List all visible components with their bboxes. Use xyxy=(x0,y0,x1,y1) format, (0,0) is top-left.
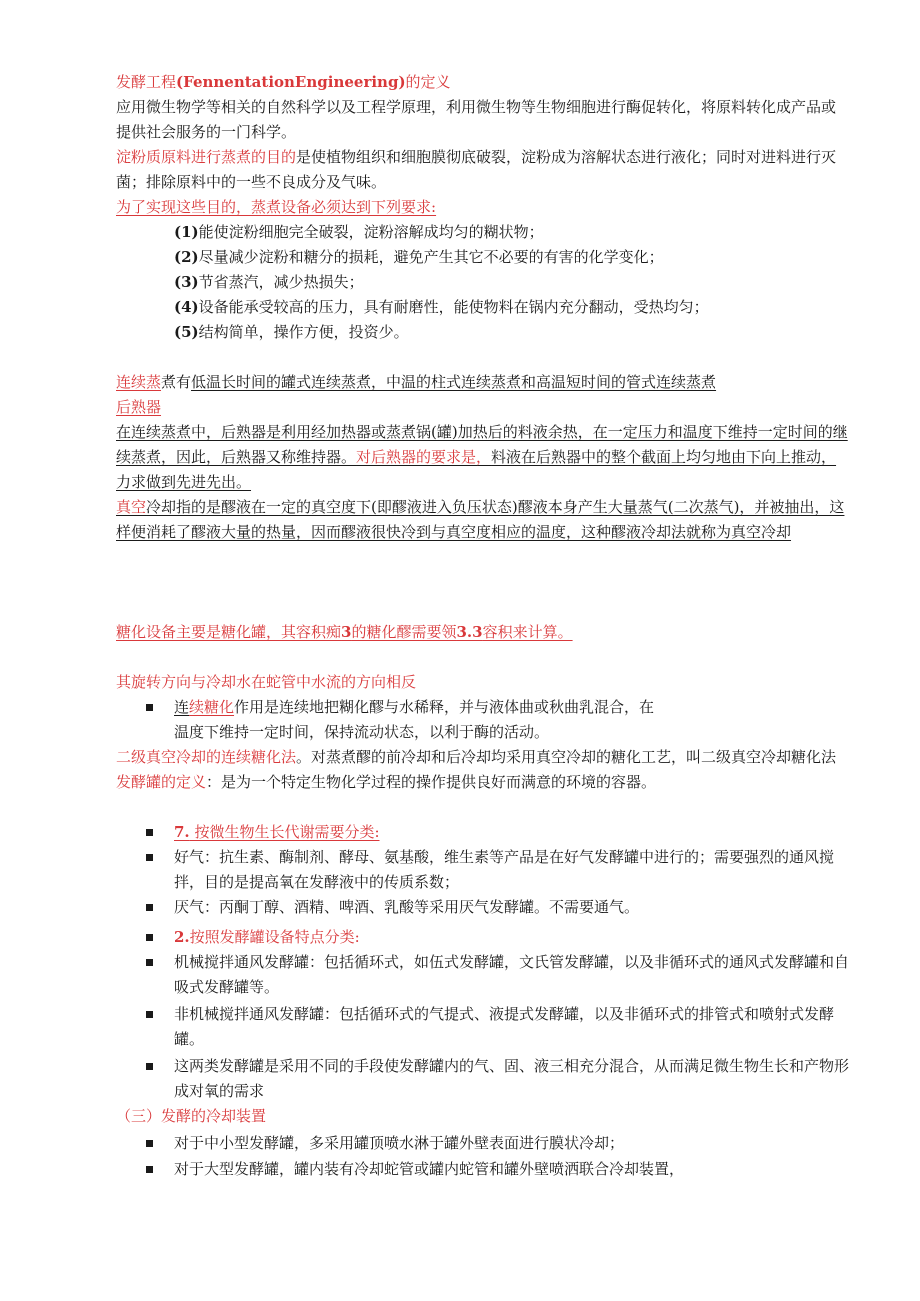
bullet-text: 这两类发酵罐是采用不同的手段使发酵罐内的气、固、液三相充分混合，从而满足微生物生长和产物形成对氧的需求 xyxy=(174,1057,850,1100)
two-stage-text: 。对蒸煮醪的前冷却和后冷却均采用真空冷却的糖化工艺，叫二级真空冷却糖化法 xyxy=(296,748,837,766)
cooling-device-heading: （三）发酵的冷却装置 xyxy=(116,1107,267,1125)
requirement-number: (4) xyxy=(174,298,199,316)
saccharification-value-b: 3.3 xyxy=(456,623,483,641)
bullet-red-term: 续糖化 xyxy=(189,698,235,716)
cooking-purpose-paragraph xyxy=(116,145,848,195)
continuous-cooking-types: 低温长时间的罐式连续蒸煮，中温的柱式连续蒸煮和高温短时间的管式连续蒸煮 xyxy=(191,373,717,391)
requirement-item xyxy=(174,220,854,245)
bullet-text xyxy=(174,820,854,845)
bullet-square-icon xyxy=(146,1063,153,1070)
bullet-square-icon xyxy=(146,1011,153,1018)
fermenter-definition-label: 发酵罐的定义 xyxy=(116,773,207,791)
bullet-square-icon xyxy=(146,1140,153,1147)
bullet-heading-text: 按微生物生长代谢需要分类: xyxy=(189,823,380,841)
bullet-underlined-char: 连 xyxy=(174,698,190,716)
cooking-requirements-heading: 为了实现这些目的，蒸煮设备必须达到下列要求: xyxy=(116,198,437,216)
requirement-text: 能使淀粉细胞完全破裂，淀粉溶解成均匀的糊状物； xyxy=(198,223,544,241)
vacuum-cooling-text: 冷却指的是醪液在一定的真空度下(即醪液进入负压状态)醪液本身产生大量蒸气(二次蒸气)，并被抽出，这样便消耗了醪液大量的热量，因而醪液很快冷到与真空度相应的温度，这种醪液冷却法就称为真空冷却 xyxy=(116,498,845,541)
vacuum-cooling-paragraph xyxy=(116,495,848,545)
requirement-text: 结构简单，操作方便，投资少。 xyxy=(198,323,409,341)
two-stage-label: 二级真空冷却的连续糖化法 xyxy=(116,748,297,766)
bullet-text xyxy=(174,695,854,745)
continuous-cooking-label: 连续蒸 xyxy=(116,373,162,391)
requirement-item xyxy=(174,320,854,345)
rotation-direction-line: 其旋转方向与冷却水在蛇管中水流的方向相反 xyxy=(116,673,417,691)
saccharification-text-b: 的糖化醪需要领 xyxy=(351,623,457,641)
after-ripener-text: 在连续蒸煮中，后熟器是利用经加热器或蒸煮锅(罐)加热后的料液余热，在一定压力和温度下维持一定时间的继续蒸煮，因此，后熟器又称维持器。 xyxy=(116,423,848,466)
bullet-square-icon xyxy=(146,829,153,836)
bullet-square-icon xyxy=(146,934,153,941)
bullet-text: 对于中小型发酵罐，多采用罐顶喷水淋于罐外壁表面进行膜状冷却； xyxy=(174,1134,625,1152)
bullet-text xyxy=(174,925,854,950)
requirement-text: 尽量减少淀粉和糖分的损耗，避免产生其它不必要的有害的化学变化； xyxy=(198,248,664,266)
cooking-purpose-label: 淀粉质原料进行蒸煮的目的 xyxy=(116,148,297,166)
requirement-number: (2) xyxy=(174,248,199,266)
bullet-text: 非机械搅拌通风发酵罐：包括循环式的气提式、液提式发酵罐，以及非循环式的排管式和喷射式发酵罐。 xyxy=(174,1005,835,1048)
bullet-square-icon xyxy=(146,1166,153,1173)
heading-english: (FennentationEngineering) xyxy=(176,73,406,91)
requirement-item xyxy=(174,295,854,320)
continuous-cooking-connector: 煮有 xyxy=(161,373,192,391)
bullet-text: 好气：抗生素、酶制剂、酵母、氨基酸，维生素等产品是在好气发酵罐中进行的；需要强烈的通风搅拌，目的是提高氧在发酵液中的传质系数； xyxy=(174,848,835,891)
requirement-number: (1) xyxy=(174,223,199,241)
bullet-square-icon xyxy=(146,854,153,861)
two-stage-vacuum-paragraph xyxy=(116,745,848,795)
saccharification-text-a: 糖化设备主要是糖化罐，其容积痴 xyxy=(116,623,342,641)
fermentation-definition: 应用微生物学等相关的自然科学以及工程学原理，利用微生物等生物细胞进行酶促转化，将原料转化成产品或提供社会服务的一门科学。 xyxy=(116,98,837,141)
saccharification-text-c: 容积来计算。 xyxy=(482,623,573,641)
bullet-text: 厌气：丙酮丁醇、酒精、啤酒、乳酸等采用厌气发酵罐。不需要通气。 xyxy=(174,898,640,916)
bullet-square-icon xyxy=(146,959,153,966)
heading-pre: 发酵工程 xyxy=(116,73,177,91)
after-ripener-requirement-label: 对后熟器的要求是， xyxy=(356,448,492,466)
after-ripener-paragraph xyxy=(116,420,848,495)
fermenter-definition-text: ：是为一个特定生物化学过程的操作提供良好而满意的环境的容器。 xyxy=(206,773,657,791)
saccharification-value-a: 3 xyxy=(341,623,352,641)
cooking-purpose-text: 是使植物组织和细胞膜彻底破裂，淀粉成为溶解状态进行液化；同时对进料进行灭菌；排除原料中的一些不良成分及气味。 xyxy=(116,148,837,191)
bullet-heading-text: 按照发酵罐设备特点分类: xyxy=(189,928,360,946)
bullet-text-line1: 作用是连续地把糊化醪与水稀释，并与液体曲或秋曲乳混合，在 xyxy=(234,698,655,716)
bullet-text-line2: 温度下维持一定时间，保持流动状态，以利于酶的活动。 xyxy=(174,723,550,741)
bullet-number: 2. xyxy=(174,928,190,946)
requirement-item xyxy=(174,245,854,270)
fermentation-engineering-heading xyxy=(116,70,848,95)
requirement-item xyxy=(174,270,854,295)
requirement-number: (5) xyxy=(174,323,199,341)
bullet-text: 对于大型发酵罐，罐内装有冷却蛇管或罐内蛇管和罐外壁喷洒联合冷却装置， xyxy=(174,1160,685,1178)
vacuum-cooling-label: 真空 xyxy=(116,498,147,516)
continuous-saccharification-bullet xyxy=(146,695,854,745)
bullet-number: 7. xyxy=(174,823,190,841)
continuous-cooking-line xyxy=(116,370,848,395)
requirement-text: 节省蒸汽，减少热损失； xyxy=(198,273,364,291)
requirement-text: 设备能承受较高的压力，具有耐磨性，能使物料在锅内充分翻动，受热均匀； xyxy=(198,298,709,316)
bullet-square-icon xyxy=(146,904,153,911)
after-ripener-requirement-text: 料液在后熟器中的整个截面上均匀地由下向上推动，力求做到先进先出。 xyxy=(116,448,837,491)
heading-post: 的定义 xyxy=(405,73,451,91)
bullet-square-icon xyxy=(146,704,153,711)
after-ripener-heading: 后熟器 xyxy=(116,398,162,416)
bullet-text: 机械搅拌通风发酵罐：包括循环式，如伍式发酵罐，文氏管发酵罐，以及非循环式的通风式发酵罐和自吸式发酵罐等。 xyxy=(174,953,850,996)
saccharification-tank-line xyxy=(116,620,848,645)
requirement-number: (3) xyxy=(174,273,199,291)
